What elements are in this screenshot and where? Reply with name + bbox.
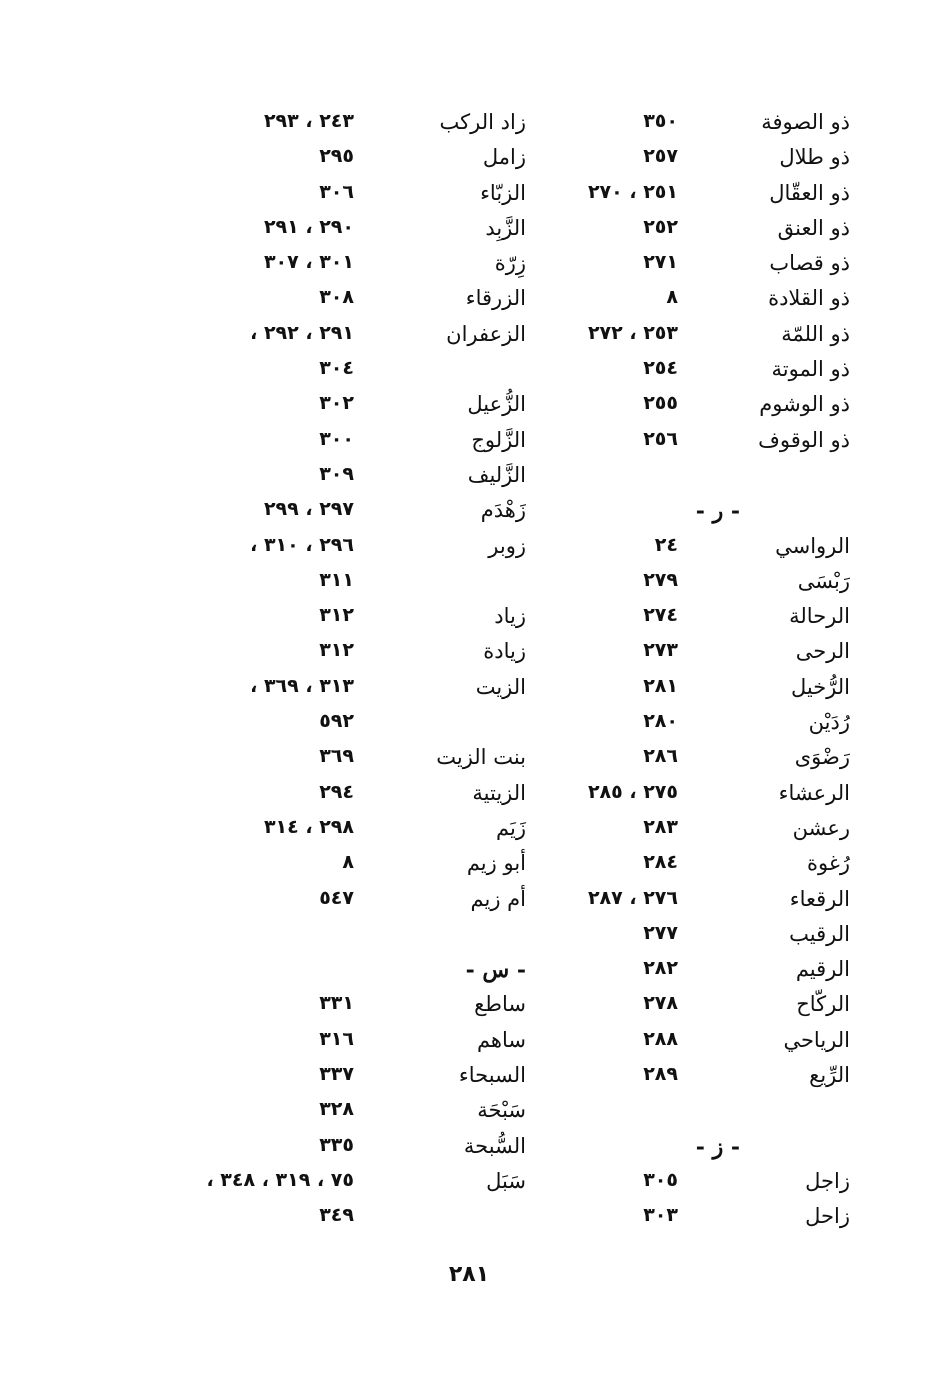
entry-page-numbers: ٢٧٨ xyxy=(643,992,678,1015)
entry-name: الرِّيع xyxy=(809,1063,850,1088)
entry-name: السُّبحة xyxy=(463,1133,526,1158)
entry-page-numbers: ٣٣٥ xyxy=(319,1133,354,1156)
entry-page-numbers: ٣٣٧ xyxy=(319,1063,354,1086)
entry-page-numbers: ٢٨١ xyxy=(643,674,678,697)
entry-name: ذو الموتة xyxy=(771,357,850,382)
entry-name: ساطع xyxy=(474,992,526,1017)
entry-page-numbers: ٢٥٧ xyxy=(643,145,678,168)
page-number: ٢٨١ xyxy=(448,1262,490,1287)
entry-name: الزَّبِد xyxy=(485,215,526,240)
entry-name: الرقعاء xyxy=(789,886,850,911)
index-entry xyxy=(118,249,526,284)
index-entry xyxy=(118,214,526,249)
entry-name: رعشن xyxy=(792,815,850,840)
entry-page-numbers: ٢٩١ ، ٢٩٢ ، xyxy=(250,321,354,344)
entry-page-numbers: ٣١٢ xyxy=(319,604,354,627)
entry-page-numbers: ٥٤٧ xyxy=(319,886,354,909)
entry-name: الرقيم xyxy=(795,957,850,982)
entry-name: الزيت xyxy=(475,674,526,699)
index-entry xyxy=(118,390,526,425)
entry-page-numbers: ٢٤٣ ، ٢٩٣ xyxy=(263,110,354,132)
entry-name: الرواسي xyxy=(775,533,850,558)
left-index-column xyxy=(118,108,526,1238)
index-entry xyxy=(118,496,526,531)
entry-page-numbers: ٢٨٤ xyxy=(643,851,678,874)
entry-name: أم زيم xyxy=(470,886,526,911)
entry-name: الرُّخيل xyxy=(790,674,850,699)
entry-name: ذو اللمّة xyxy=(781,321,850,346)
entry-page-numbers: ٣١٦ xyxy=(319,1027,354,1050)
entry-page-numbers: ٣٠٨ xyxy=(319,286,354,309)
entry-name: ذو الصوفة xyxy=(761,110,850,134)
index-entry xyxy=(118,673,526,708)
index-entry xyxy=(118,284,526,319)
entry-page-numbers: ٢٨٨ xyxy=(643,1027,678,1050)
entry-name: زياد xyxy=(494,604,526,629)
entry-page-numbers: ٢٥٤ xyxy=(643,357,678,380)
entry-page-numbers: ٢٥٢ xyxy=(643,215,678,238)
entry-name: زيادة xyxy=(483,639,526,664)
entry-name: الرعشاء xyxy=(778,780,850,805)
entry-name: ذو العنق xyxy=(777,215,850,240)
section-letter: - ر - xyxy=(695,498,740,525)
index-entry xyxy=(118,814,526,849)
entry-name: الزيتية xyxy=(472,780,526,805)
entry-page-numbers: ٢٥٥ xyxy=(643,392,678,415)
entry-page-numbers: ٢٧١ xyxy=(643,251,678,274)
entry-name: رَبْسَى xyxy=(797,568,850,593)
section-header-row xyxy=(118,955,526,990)
entry-name: سَبْحَة xyxy=(477,1098,526,1123)
entry-name: السبحاء xyxy=(458,1063,526,1088)
entry-name: زامل xyxy=(482,145,526,170)
entry-page-numbers: ٣٠١ ، ٣٠٧ xyxy=(263,251,354,274)
index-entry xyxy=(118,637,526,672)
entry-page-numbers: ٢٨٩ xyxy=(643,1063,678,1086)
index-entry xyxy=(118,743,526,778)
index-entry xyxy=(118,602,526,637)
entry-name: رَضْوَى xyxy=(794,745,850,770)
index-entry xyxy=(118,920,526,955)
entry-name: ذو قصاب xyxy=(769,251,850,276)
entry-name: ساهم xyxy=(476,1027,526,1052)
entry-page-numbers: ٢٥١ ، ٢٧٠ xyxy=(587,180,678,203)
entry-page-numbers: ٢٩٠ ، ٢٩١ xyxy=(263,215,354,238)
index-entry xyxy=(118,990,526,1025)
entry-page-numbers: ٣٢٨ xyxy=(319,1098,354,1121)
index-entry xyxy=(118,1167,526,1202)
index-entry xyxy=(118,179,526,214)
entry-page-numbers: ٨ xyxy=(666,286,678,309)
index-entry xyxy=(118,108,526,143)
entry-page-numbers: ٣١٣ ، ٣٦٩ ، xyxy=(250,674,354,697)
entry-name: زَيَم xyxy=(496,815,526,840)
entry-page-numbers: ٣٠٠ xyxy=(319,427,354,450)
index-entry xyxy=(118,779,526,814)
index-entry xyxy=(118,532,526,567)
section-letter: - س - xyxy=(465,957,526,984)
entry-page-numbers: ٣٠٦ xyxy=(319,180,354,203)
entry-page-numbers: ٥٩٢ xyxy=(319,710,354,733)
entry-page-numbers: ٣١١ xyxy=(319,568,354,591)
entry-name: زاجل xyxy=(805,1168,850,1193)
index-entry xyxy=(118,143,526,178)
index-entry xyxy=(118,1132,526,1167)
entry-page-numbers: ٢٥٣ ، ٢٧٢ xyxy=(587,321,678,344)
entry-page-numbers: ٢٧٣ xyxy=(643,639,678,662)
entry-name: ذو القلادة xyxy=(768,286,850,311)
entry-name: الرحى xyxy=(795,639,850,664)
entry-name: ذو الوقوف xyxy=(758,427,850,452)
index-entry xyxy=(118,1096,526,1131)
entry-name: الرحالة xyxy=(789,604,850,629)
entry-name: زوبر xyxy=(488,533,526,558)
section-letter: - ز - xyxy=(695,1133,740,1160)
entry-name: الرياحي xyxy=(783,1027,850,1052)
entry-page-numbers: ٣٠٤ xyxy=(319,357,354,380)
entry-page-numbers: ٨ xyxy=(342,851,354,874)
entry-page-numbers: ٣٠٣ xyxy=(643,1204,678,1227)
entry-name: زِرّة xyxy=(494,251,526,276)
entry-page-numbers: ٢٩٤ xyxy=(319,780,354,803)
entry-page-numbers: ٢٨٦ xyxy=(643,745,678,768)
entry-name: زَهْدَم xyxy=(480,498,526,523)
entry-name: الزَّليف xyxy=(467,462,526,487)
index-entry xyxy=(118,849,526,884)
entry-name: ذو طلال xyxy=(779,145,850,170)
entry-page-numbers: ٢٩٥ xyxy=(319,145,354,168)
entry-name: الرقيب xyxy=(789,921,850,946)
entry-name: الركّاح xyxy=(796,992,850,1017)
entry-page-numbers: ٧٥ ، ٣١٩ ، ٣٤٨ ، xyxy=(206,1168,354,1191)
entry-name: الزَّلوج xyxy=(471,427,526,452)
entry-page-numbers: ٣٠٩ xyxy=(319,462,354,485)
index-entry xyxy=(118,708,526,743)
entry-page-numbers: ٢٨٣ xyxy=(643,815,678,838)
entry-page-numbers: ٢٩٧ ، ٢٩٩ xyxy=(263,498,354,521)
index-entry xyxy=(118,885,526,920)
index-entry xyxy=(118,355,526,390)
entry-page-numbers: ٣٣١ xyxy=(319,992,354,1015)
entry-page-numbers: ٢٧٧ xyxy=(643,921,678,944)
entry-page-numbers: ٣٠٥ xyxy=(643,1168,678,1191)
entry-page-numbers: ٢٧٦ ، ٢٨٧ xyxy=(587,886,678,909)
entry-name: رُغوة xyxy=(807,851,850,876)
entry-name: سَبَل xyxy=(486,1168,526,1193)
entry-page-numbers: ٢٩٨ ، ٣١٤ xyxy=(263,815,354,838)
index-entry xyxy=(118,567,526,602)
entry-name: زاحل xyxy=(805,1204,850,1229)
entry-page-numbers: ٣٥٠ xyxy=(643,110,678,132)
entry-page-numbers: ٢٧٩ xyxy=(643,568,678,591)
entry-page-numbers: ٣٦٩ xyxy=(319,745,354,768)
entry-page-numbers: ٢٤ xyxy=(654,533,678,556)
entry-page-numbers: ٢٧٥ ، ٢٨٥ xyxy=(587,780,678,803)
index-entry xyxy=(118,320,526,355)
index-entry xyxy=(118,1026,526,1061)
index-entry xyxy=(118,1202,526,1237)
entry-name: بنت الزيت xyxy=(436,745,526,770)
entry-name: الزُّعيل xyxy=(467,392,526,417)
entry-page-numbers: ٣١٢ xyxy=(319,639,354,662)
index-entry xyxy=(118,426,526,461)
entry-page-numbers: ٢٨٢ xyxy=(643,957,678,980)
entry-name: ذو العقّال xyxy=(769,180,850,205)
entry-page-numbers: ٣٠٢ xyxy=(319,392,354,415)
entry-name: الزبّاء xyxy=(480,180,526,205)
index-entry xyxy=(118,461,526,496)
entry-name: الزعفران xyxy=(446,321,526,346)
entry-name: ذو الوشوم xyxy=(759,392,850,417)
entry-page-numbers: ٣٤٩ xyxy=(319,1204,354,1227)
entry-name: الزرقاء xyxy=(465,286,526,311)
entry-name: زاد الركب xyxy=(439,110,526,134)
entry-page-numbers: ٢٨٠ xyxy=(643,710,678,733)
entry-page-numbers: ٢٥٦ xyxy=(643,427,678,450)
entry-page-numbers: ٢٩٦ ، ٣١٠ ، xyxy=(250,533,354,556)
entry-name: رُدَيْن xyxy=(808,710,850,735)
entry-name: أبو زيم xyxy=(466,851,526,876)
index-entry xyxy=(118,1061,526,1096)
entry-page-numbers: ٢٧٤ xyxy=(643,604,678,627)
